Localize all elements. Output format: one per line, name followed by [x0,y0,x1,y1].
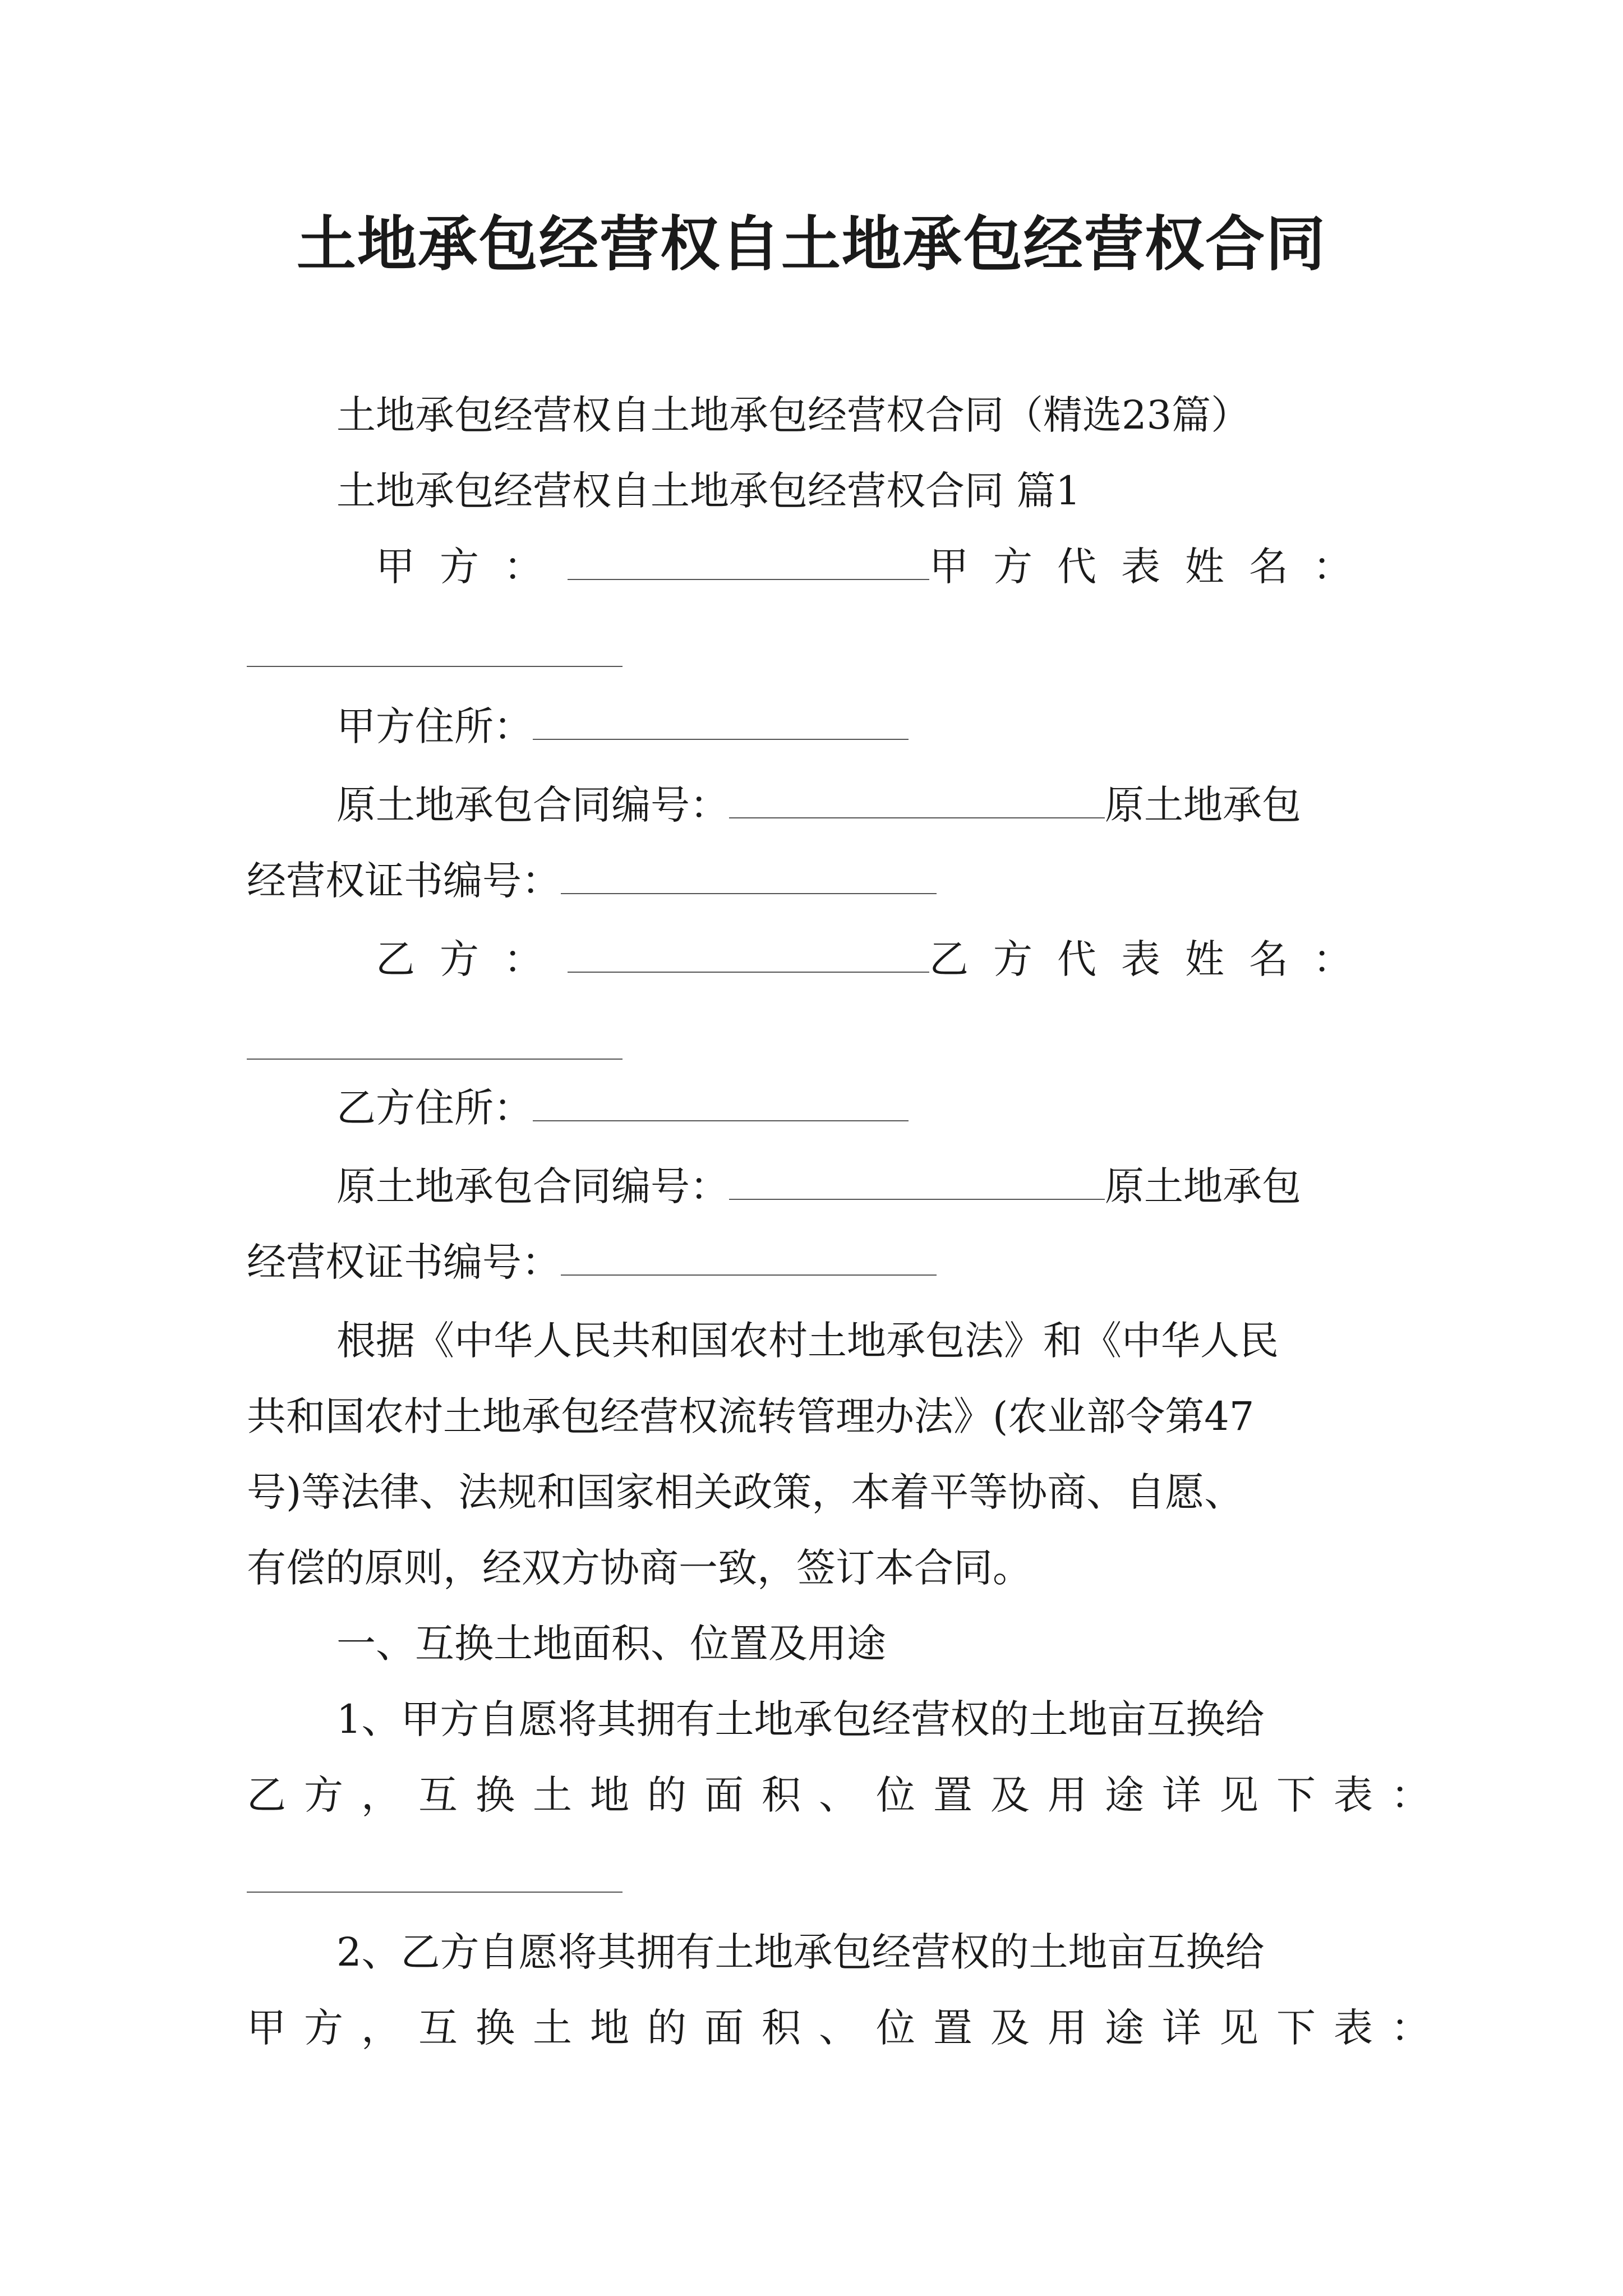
section-1-item-1-line-2 [247,1767,1448,1823]
party-b-contract-blank [729,1159,1105,1200]
party-b-cert-label-2: 经营权证书编号： [247,1239,561,1285]
party-b-cert-blank [561,1235,937,1276]
party-a-cert-blank [561,854,937,894]
section-1-item-1-line-2-text: 乙方，互换土地的面积、位置及用途详见下表： [247,1772,1448,1818]
basis-line-1: 根据《中华人民共和国农村土地承包法》和《中华人民 [336,1318,1279,1364]
section-1-item-1-line-1: 1、甲方自愿将其拥有土地承包经营权的土地亩互换给 [336,1696,1265,1742]
section-1-item-2-line-2 [247,2000,1448,2056]
party-b-address-row [336,1080,909,1136]
party-b-blank [568,932,929,973]
party-b-rep-label: 乙方代表姓名： [929,936,1377,982]
basis-line-4: 有偿的原则，经双方协商一致，签订本合同。 [247,1545,1032,1591]
party-b-rep-blank [247,1057,623,1060]
party-a-cert-label-1: 原土地承包 [1105,782,1301,828]
section-1-item-2-line-1: 2、乙方自愿将其拥有土地承包经营权的土地亩互换给 [336,1929,1265,1975]
party-b-row [376,931,1377,987]
party-b-cert-label-1: 原土地承包 [1105,1163,1301,1209]
party-b-cert-row [247,1234,937,1290]
document-title: 土地承包经营权自土地承包经营权合同 [297,209,1326,279]
party-b-contract-label: 原土地承包合同编号： [336,1163,729,1209]
party-a-label: 甲方： [376,544,568,590]
party-a-contract-blank [729,778,1105,818]
party-a-contract-label: 原土地承包合同编号： [336,782,729,828]
party-a-address-label: 甲方住所： [336,703,533,749]
section-1-item-2-line-2-text: 甲方，互换土地的面积、位置及用途详见下表： [247,2005,1448,2051]
party-a-blank [568,540,929,580]
party-a-row [376,539,1377,595]
party-a-address-blank [533,700,909,740]
party-b-address-label: 乙方住所： [336,1085,533,1131]
party-a-contract-row [336,777,1301,833]
basis-line-2: 共和国农村土地承包经营权流转管理办法》(农业部令第47 [247,1393,1255,1439]
section-1-heading: 一、互换土地面积、位置及用途 [336,1621,886,1667]
party-a-cert-row [247,853,937,909]
piece-heading: 土地承包经营权自土地承包经营权合同 篇1 [336,468,1081,514]
party-b-label: 乙方： [376,936,568,982]
section-1-item-1-blank [247,1890,623,1893]
party-a-address-row [336,698,909,754]
basis-line-3: 号)等法律、法规和国家相关政策，本着平等协商、自愿、 [247,1469,1244,1515]
collection-title: 土地承包经营权自土地承包经营权合同（精选23篇） [336,392,1251,438]
party-a-rep-blank [247,665,623,667]
party-a-rep-label: 甲方代表姓名： [929,544,1377,590]
party-b-contract-row [336,1158,1301,1214]
party-b-address-blank [533,1081,909,1121]
party-a-cert-label-2: 经营权证书编号： [247,858,561,904]
